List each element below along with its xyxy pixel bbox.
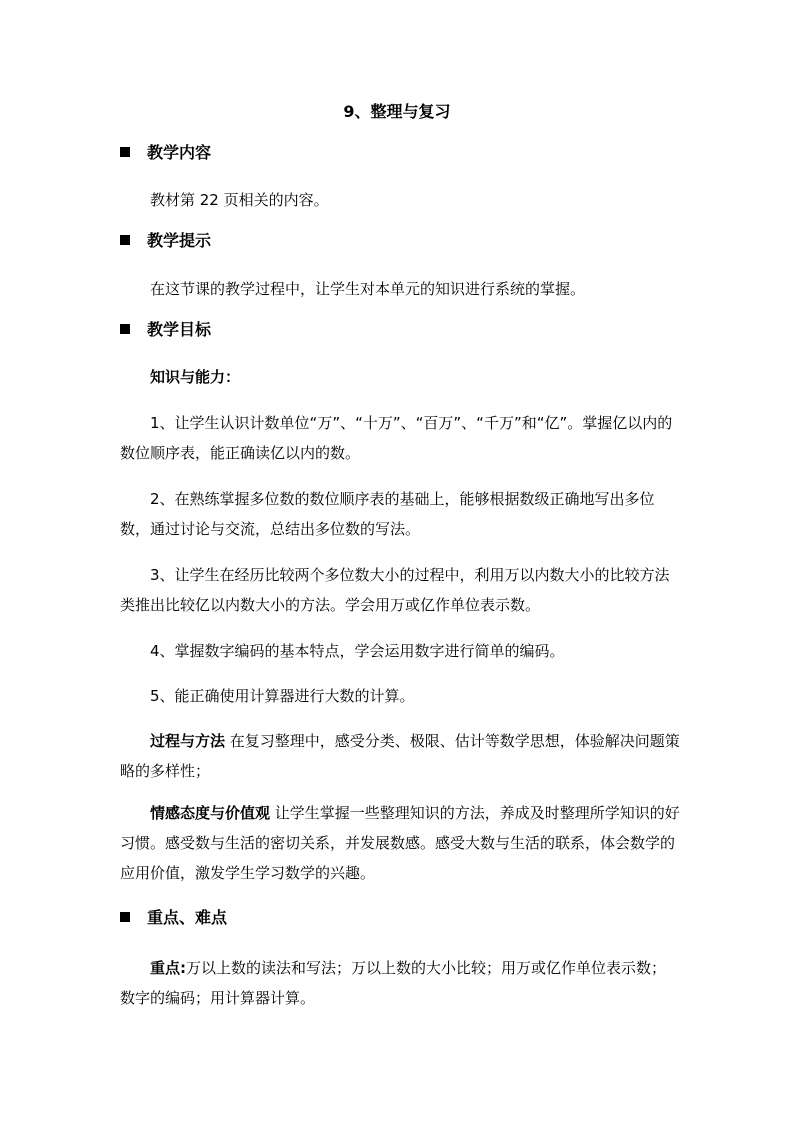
section-heading-label: 重点、难点 <box>147 908 228 927</box>
square-bullet-icon <box>120 147 130 157</box>
content-paragraph: 教材第 22 页相关的内容。 <box>150 191 329 209</box>
square-bullet-icon <box>120 324 130 334</box>
keypoints-paragraph <box>120 953 680 1013</box>
attitude-paragraph <box>120 798 680 888</box>
goal-item-5: 5、能正确使用计算器进行大数的计算。 <box>150 687 415 705</box>
process-method-label: 过程与方法 <box>150 732 226 750</box>
attitude-label: 情感态度与价值观 <box>150 804 271 822</box>
square-bullet-icon <box>120 235 130 245</box>
goal-item-1: 1、让学生认识计数单位“万”、“十万”、“百万”、“千万”和“亿”。掌握亿以内的数位顺序表，能正确读亿以内的数。 <box>120 414 673 462</box>
process-method-paragraph <box>120 726 680 786</box>
goals-subheading: 知识与能力： <box>150 368 241 386</box>
section-heading-label: 教学目标 <box>147 320 212 339</box>
keypoints-text: 万以上数的读法和写法；万以上数的大小比较；用万或亿作单位表示数；数字的编码；用计算器计算。 <box>120 959 667 1007</box>
goal-item-3: 3、让学生在经历比较两个多位数大小的过程中，利用万以内数大小的比较方法类推出比较亿以内数大小的方法。学会用万或亿作单位表示数。 <box>120 566 670 614</box>
keypoints-label: 重点: <box>150 959 186 977</box>
section-heading-label: 教学内容 <box>147 143 212 162</box>
square-bullet-icon <box>120 912 130 922</box>
goal-item-4: 4、掌握数字编码的基本特点，学会运用数字进行简单的编码。 <box>150 642 565 660</box>
section-heading-hint <box>120 229 211 253</box>
section-heading-goals <box>120 318 211 342</box>
section-heading-label: 教学提示 <box>147 231 212 250</box>
document-title: 9、整理与复习 <box>343 102 451 121</box>
goal-item-2: 2、在熟练掌握多位数的数位顺序表的基础上，能够根据数级正确地写出多位数，通过讨论与交流，总结出多位数的写法。 <box>120 490 655 538</box>
section-heading-content <box>120 141 211 165</box>
attitude-text: 让学生掌握一些整理知识的方法，养成及时整理所学知识的好习惯。感受数与生活的密切关系，并发展数感。感受大数与生活的联系，体会数学的应用价值，激发学生学习数学的兴趣。 <box>120 804 680 882</box>
process-method-text: 在复习整理中，感受分类、极限、估计等数学思想，体验解决问题策略的多样性； <box>120 732 680 780</box>
section-heading-keypoints <box>120 906 227 930</box>
hint-paragraph: 在这节课的教学过程中，让学生对本单元的知识进行系统的掌握。 <box>150 280 586 298</box>
